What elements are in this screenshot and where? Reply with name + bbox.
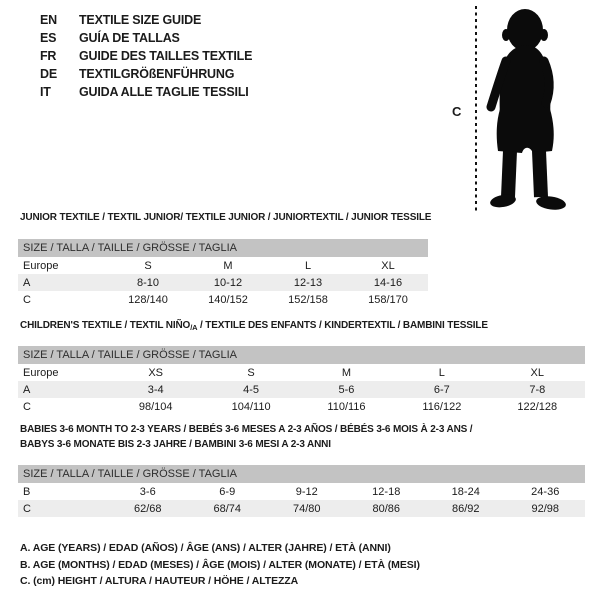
legend-line-a: A. AGE (YEARS) / EDAD (AÑOS) / ÂGE (ANS) / ALTER (JAHRE) / ETÀ (ANNI)	[20, 542, 391, 554]
language-row-de	[40, 65, 252, 83]
row-label: A	[18, 274, 108, 291]
junior-size-table	[18, 239, 428, 308]
legend-line-b: B. AGE (MONTHS) / EDAD (MESES) / ÂGE (MOIS) / ALTER (MONATE) / ETÀ (MESI)	[20, 558, 420, 571]
size-value: 8-10	[108, 274, 188, 291]
children-section-title	[20, 318, 488, 335]
row-label: C	[18, 500, 108, 517]
children-title-pre: CHILDREN'S TEXTILE / TEXTIL NIÑO	[20, 320, 191, 331]
size-value: 18-24	[451, 485, 480, 498]
table-row	[18, 257, 428, 274]
row-label: Europe	[23, 259, 59, 272]
size-value: 140/152	[208, 293, 248, 306]
size-value: 152/158	[288, 293, 328, 306]
language-code: IT	[40, 85, 51, 99]
size-header-label: SIZE / TALLA / TAILLE / GRÖSSE / TAGLIA	[18, 239, 428, 257]
size-value: 14-16	[348, 274, 428, 291]
size-value: 12-13	[268, 274, 348, 291]
table-row	[18, 398, 585, 415]
size-value: S	[247, 366, 255, 379]
size-value: 98/104	[138, 400, 173, 413]
size-value: M	[341, 366, 352, 379]
size-header-row	[18, 465, 585, 483]
table-row	[18, 274, 428, 291]
size-value: S	[144, 259, 152, 272]
size-value: XL	[381, 259, 395, 272]
language-row-it	[40, 83, 252, 101]
size-value: 122/128	[517, 400, 558, 413]
size-header-row	[18, 239, 428, 257]
size-value: 6-7	[394, 381, 489, 398]
size-value: 104/110	[231, 400, 271, 413]
height-measure-dotted-line	[475, 6, 477, 212]
size-value: 12-18	[372, 485, 401, 498]
size-value: 80/86	[347, 500, 427, 517]
babies-size-table	[18, 465, 585, 517]
junior-section-title: JUNIOR TEXTILE / TEXTIL JUNIOR/ TEXTILE JUNIOR / JUNIORTEXTIL / JUNIOR TESSILE	[20, 212, 432, 223]
language-code: FR	[40, 49, 57, 63]
language-row-es	[40, 29, 252, 47]
size-value: 5-6	[299, 381, 394, 398]
size-value: 74/80	[267, 500, 347, 517]
size-value: 158/170	[368, 293, 408, 306]
size-value: 9-12	[295, 485, 318, 498]
size-value: 86/92	[426, 500, 506, 517]
size-value: 128/140	[128, 293, 168, 306]
language-label: GUIDE DES TAILLES TEXTILE	[79, 49, 253, 63]
children-title-sub: /A	[190, 323, 198, 332]
language-label: GUÍA DE TALLAS	[79, 31, 180, 45]
table-row	[18, 381, 585, 398]
legend-line-c: C. (cm) HEIGHT / ALTURA / HAUTEUR / HÖHE / ALTEZZA	[20, 575, 299, 587]
babies-title-line2: BABYS 3-6 MONATE BIS 2-3 JAHRE / BAMBINI 3-6 MESI A 2-3 ANNI	[20, 439, 331, 450]
height-measure-label: C	[452, 104, 462, 119]
size-value: XL	[530, 366, 545, 379]
size-value: 92/98	[506, 500, 586, 517]
table-row	[18, 500, 585, 517]
size-value: 3-6	[139, 485, 156, 498]
row-label: A	[18, 381, 108, 398]
size-value: XS	[148, 366, 164, 379]
row-label: B	[23, 485, 31, 498]
size-value: 4-5	[203, 381, 298, 398]
row-label: Europe	[23, 366, 59, 379]
row-label: C	[23, 400, 31, 413]
babies-section-title	[20, 422, 580, 452]
language-label: TEXTILGRÖßENFÜHRUNG	[79, 67, 235, 81]
size-header-label: SIZE / TALLA / TAILLE / GRÖSSE / TAGLIA	[18, 465, 585, 483]
size-value: L	[438, 366, 445, 379]
table-row	[18, 364, 585, 381]
language-code: DE	[40, 67, 57, 81]
size-value: 62/68	[108, 500, 188, 517]
size-value: 3-4	[108, 381, 203, 398]
size-value: 116/122	[422, 400, 462, 413]
size-header-row	[18, 346, 585, 364]
size-value: 24-36	[531, 485, 560, 498]
language-label: TEXTILE SIZE GUIDE	[79, 13, 202, 27]
size-value: M	[223, 259, 233, 272]
size-value: 10-12	[188, 274, 268, 291]
size-value: 7-8	[490, 381, 585, 398]
children-size-table	[18, 346, 585, 415]
size-value: 110/116	[327, 400, 366, 413]
row-label: C	[23, 293, 31, 306]
table-row	[18, 291, 428, 308]
legend	[20, 540, 420, 590]
toddler-silhouette-icon	[481, 3, 586, 213]
language-code: EN	[40, 13, 57, 27]
language-label: GUIDA ALLE TAGLIE TESSILI	[79, 85, 249, 99]
table-row	[18, 483, 585, 500]
language-row-en	[40, 11, 252, 29]
babies-title-line1: BABIES 3-6 MONTH TO 2-3 YEARS / BEBÉS 3-6 MESES A 2-3 AÑOS / BÉBÉS 3-6 MOIS À 2-3 ANS /	[20, 424, 473, 435]
language-code: ES	[40, 31, 57, 45]
children-title-post: / TEXTILE DES ENFANTS / KINDERTEXTIL / BAMBINI TESSILE	[197, 320, 488, 331]
language-row-fr	[40, 47, 252, 65]
size-value: 6-9	[219, 485, 236, 498]
size-value: L	[304, 259, 312, 272]
size-header-label: SIZE / TALLA / TAILLE / GRÖSSE / TAGLIA	[18, 346, 585, 364]
size-value: 68/74	[188, 500, 268, 517]
language-list	[40, 11, 252, 101]
